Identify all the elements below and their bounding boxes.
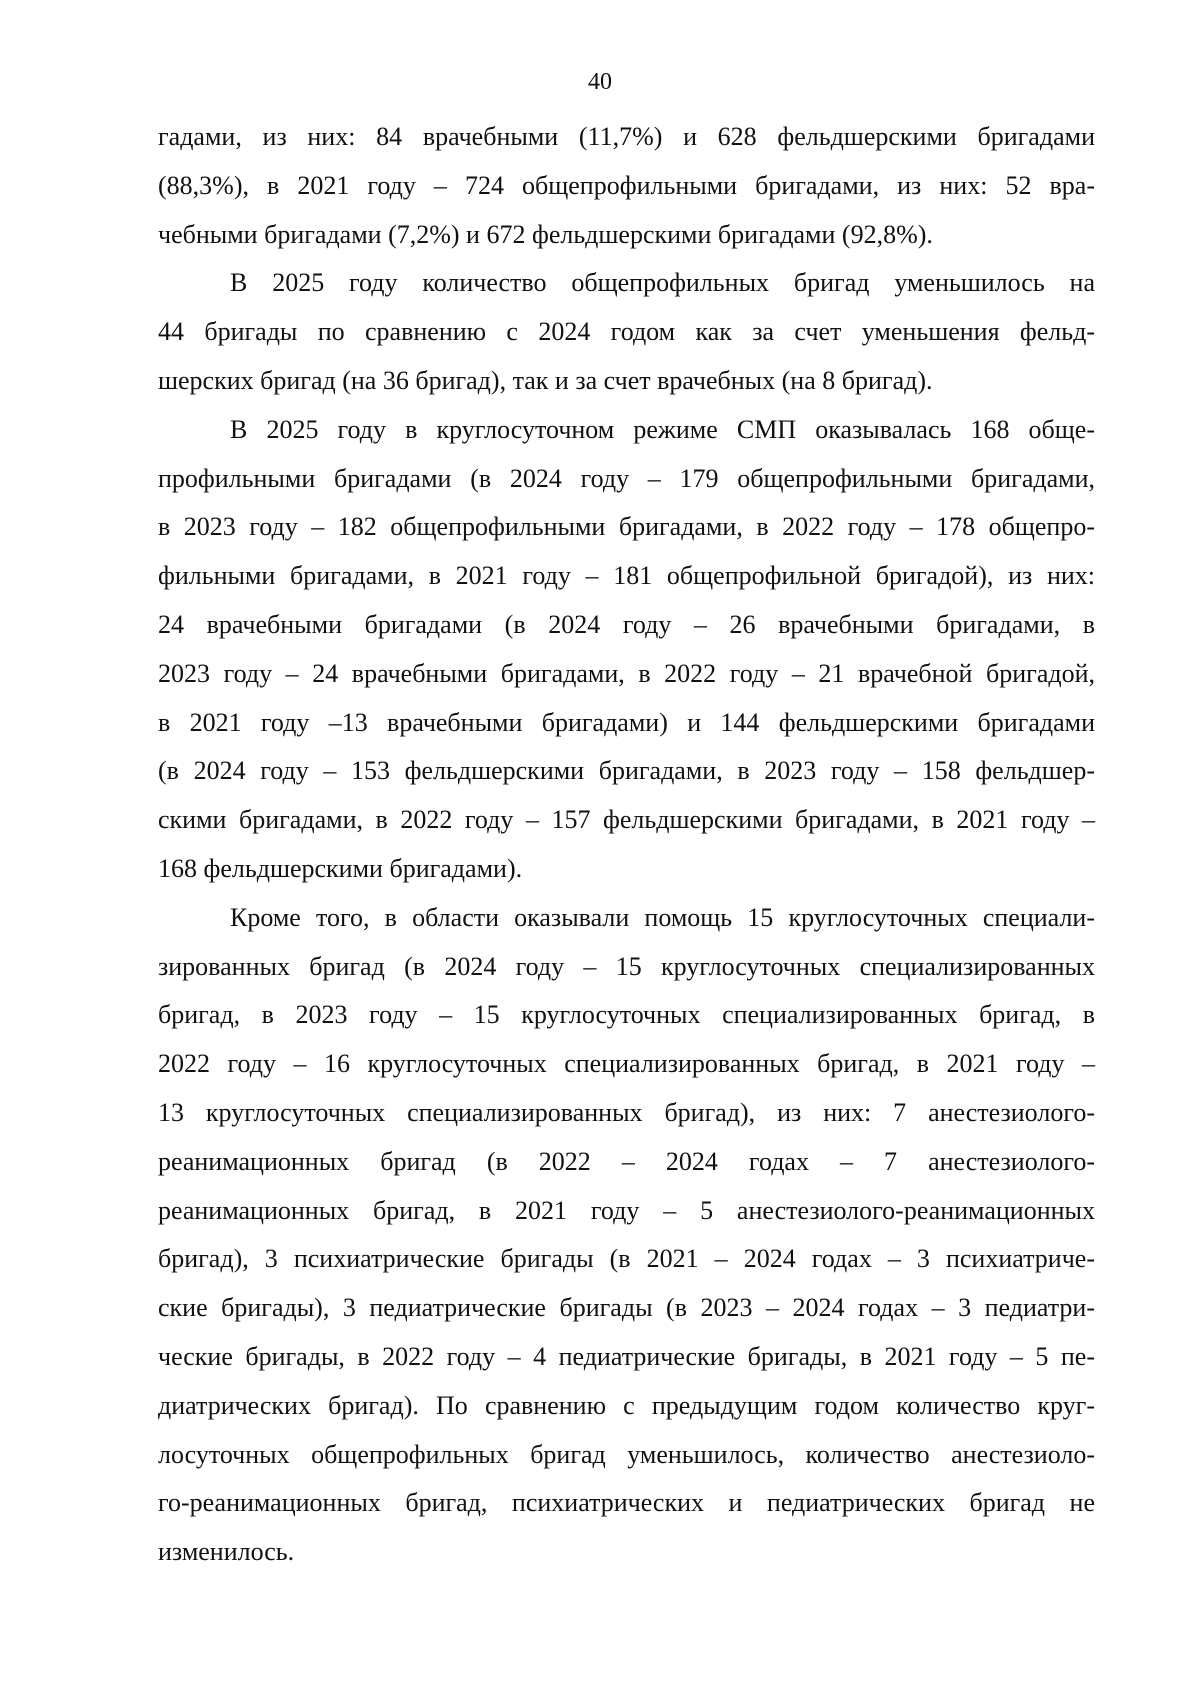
text-line: (88,3%), в 2021 году – 724 общепрофильными бригадами, из них: 52 вра-	[158, 170, 1095, 200]
text-line: 2023 году – 24 врачебными бригадами, в 2022 году – 21 врачебной бригадой,	[158, 658, 1095, 688]
text-line: бригад, в 2023 году – 15 круглосуточных специализированных бригад, в	[158, 1000, 1095, 1030]
text-line: реанимационных бригад (в 2022 – 2024 годах – 7 анестезиолого-	[158, 1146, 1095, 1176]
text-line: го-реанимационных бригад, психиатрических и педиатрических бригад не	[158, 1488, 1095, 1518]
text-line: шерских бригад (на 36 бригад), так и за счет врачебных (на 8 бригад).	[158, 365, 933, 395]
text-line: зированных бригад (в 2024 году – 15 круглосуточных специализированных	[158, 951, 1095, 981]
text-line: В 2025 году в круглосуточном режиме СМП оказывалась 168 обще-	[230, 414, 1095, 444]
document-body	[158, 113, 1095, 1577]
paragraph	[158, 894, 1095, 1577]
text-line: гадами, из них: 84 врачебными (11,7%) и 628 фельдшерскими бригадами	[158, 122, 1095, 151]
text-line: ские бригады), 3 педиатрические бригады (в 2023 – 2024 годах – 3 педиатри-	[158, 1293, 1095, 1323]
text-line: 13 круглосуточных специализированных бригад), из них: 7 анестезиолого-	[158, 1097, 1095, 1127]
text-line: фильными бригадами, в 2021 году – 181 общепрофильной бригадой), из них:	[158, 561, 1095, 591]
text-line: в 2023 году – 182 общепрофильными бригадами, в 2022 году – 178 общепро-	[158, 512, 1095, 542]
text-line: ческие бригады, в 2022 году – 4 педиатрические бригады, в 2021 году – 5 пе-	[158, 1341, 1095, 1371]
text-line: лосуточных общепрофильных бригад уменьшилось, количество анестезиоло-	[158, 1439, 1095, 1469]
text-line: реанимационных бригад, в 2021 году – 5 анестезиолого-реанимационных	[158, 1195, 1095, 1225]
text-line: в 2021 году –13 врачебными бригадами) и 144 фельдшерскими бригадами	[158, 707, 1095, 737]
text-line: 168 фельдшерскими бригадами).	[158, 853, 523, 883]
text-line: В 2025 году количество общепрофильных бригад уменьшилось на	[230, 268, 1095, 298]
text-line: скими бригадами, в 2022 году – 157 фельдшерскими бригадами, в 2021 году –	[158, 805, 1095, 835]
paragraph	[158, 406, 1095, 894]
text-line: чебными бригадами (7,2%) и 672 фельдшерскими бригадами (92,8%).	[158, 219, 933, 249]
page-number: 40	[588, 69, 612, 95]
text-line: бригад), 3 психиатрические бригады (в 2021 – 2024 годах – 3 психиатриче-	[158, 1244, 1095, 1274]
text-line: 44 бригады по сравнению с 2024 годом как за счет уменьшения фельд-	[158, 317, 1095, 347]
text-line: 2022 году – 16 круглосуточных специализированных бригад, в 2021 году –	[158, 1049, 1095, 1079]
text-line: профильными бригадами (в 2024 году – 179 общепрофильными бригадами,	[158, 463, 1095, 493]
paragraph	[158, 113, 1095, 259]
text-line: 24 врачебными бригадами (в 2024 году – 26 врачебными бригадами, в	[158, 609, 1095, 639]
text-line: (в 2024 году – 153 фельдшерскими бригадами, в 2023 году – 158 фельдшер-	[158, 756, 1095, 786]
paragraph	[158, 259, 1095, 405]
text-line: диатрических бригад). По сравнению с предыдущим годом количество круг-	[158, 1390, 1095, 1420]
text-line: Кроме того, в области оказывали помощь 15 круглосуточных специали-	[230, 902, 1095, 932]
text-line: изменилось.	[158, 1537, 295, 1567]
